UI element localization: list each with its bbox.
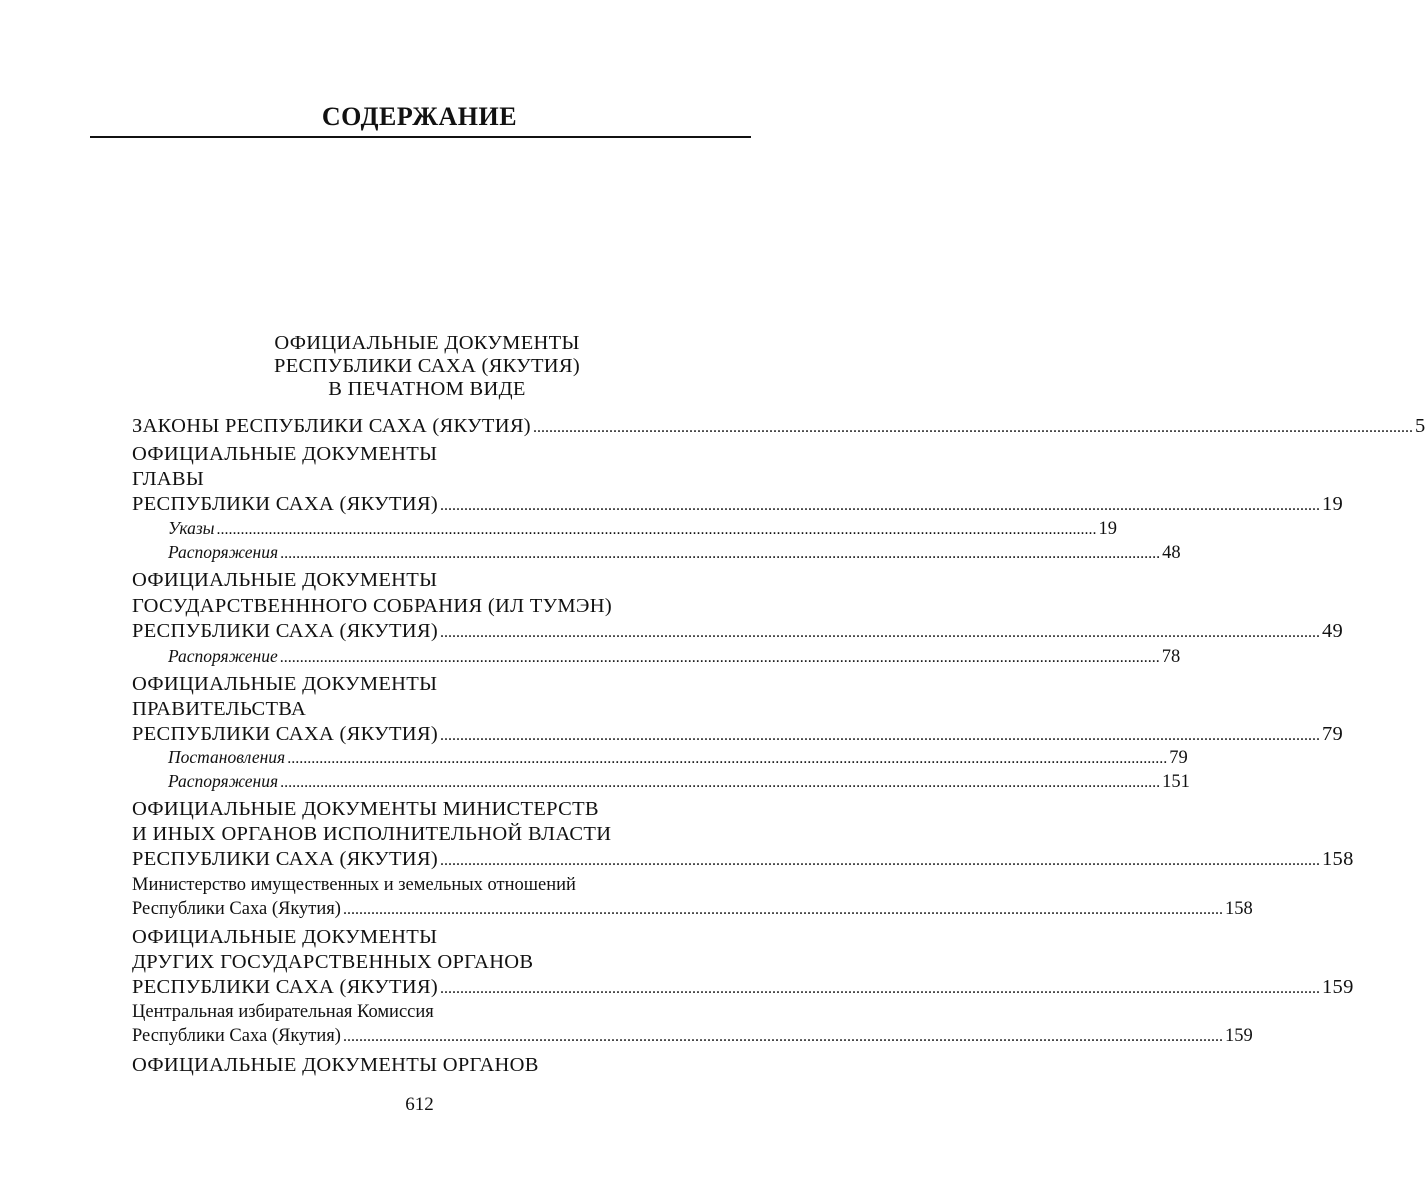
toc-page-number: 5 xyxy=(1414,415,1426,437)
dot-leader: ............................................................................................................................................................................................................................ xyxy=(287,750,1168,767)
toc-heading-line: ГОСУДАРСТВЕНННОГО СОБРАНИЯ (ИЛ ТУМЭН) xyxy=(132,595,612,617)
toc-heading-line: ОФИЦИАЛЬНЫЕ ДОКУМЕНТЫ xyxy=(132,926,438,948)
toc-heading-line: ОФИЦИАЛЬНЫЕ ДОКУМЕНТЫ xyxy=(132,569,438,591)
toc-subentry-orders[interactable] xyxy=(132,540,1181,565)
toc-subentry-resolutions[interactable] xyxy=(132,745,1188,770)
toc-page-number: 19 xyxy=(1098,519,1118,539)
page-title: СОДЕРЖАНИЕ xyxy=(321,102,518,131)
toc-heading-line: ОФИЦИАЛЬНЫЕ ДОКУМЕНТЫ МИНИСТЕРСТВ xyxy=(132,798,599,820)
dot-leader: ............................................................................................................................................................................................................................ xyxy=(280,774,1161,791)
toc-heading-line: ДРУГИХ ГОСУДАРСТВЕННЫХ ОРГАНОВ xyxy=(132,951,534,973)
toc-page-number: 48 xyxy=(1162,543,1181,563)
toc-subentry-label: Распоряжения xyxy=(168,771,279,791)
dot-leader: ............................................................................................................................................................................................................................ xyxy=(532,419,1413,436)
page-number: 612 xyxy=(405,1094,434,1115)
section-heading-line: В ПЕЧАТНОМ ВИДЕ xyxy=(328,378,526,400)
toc-page-number: 79 xyxy=(1169,748,1188,768)
dot-leader: ............................................................................................................................................................................................................................ xyxy=(280,545,1161,562)
toc-subentry-label: Республики Саха (Якутия) xyxy=(132,899,341,919)
toc-entry-ministries[interactable] xyxy=(132,847,1354,872)
toc-entry-label: ЗАКОНЫ РЕСПУБЛИКИ САХА (ЯКУТИЯ) xyxy=(132,415,531,437)
toc-page-number: 151 xyxy=(1162,772,1190,792)
toc-subentry-ministry[interactable] xyxy=(132,897,1253,922)
toc-page-number: 78 xyxy=(1161,647,1181,667)
toc-heading-line: ОФИЦИАЛЬНЫЕ ДОКУМЕНТЫ xyxy=(132,443,438,465)
toc-entry-assembly[interactable] xyxy=(132,619,1344,644)
section-heading-line: РЕСПУБЛИКИ САХА (ЯКУТИЯ) xyxy=(274,355,580,377)
toc-heading-line: ПРАВИТЕЛЬСТВА xyxy=(132,698,307,720)
toc-page-number: 49 xyxy=(1321,620,1344,642)
toc-subentry-label: Распоряжения xyxy=(168,542,279,562)
toc-page-number: 158 xyxy=(1224,899,1253,919)
toc-entry-label: РЕСПУБЛИКИ САХА (ЯКУТИЯ) xyxy=(132,848,438,870)
toc-page-number: 19 xyxy=(1321,493,1344,515)
toc-subentry-label: Указы xyxy=(168,518,215,538)
toc-entry-label: РЕСПУБЛИКИ САХА (ЯКУТИЯ) xyxy=(132,723,438,745)
toc-heading-line: ГЛАВЫ xyxy=(132,468,205,490)
toc-subentry-commission[interactable] xyxy=(132,1024,1253,1049)
section-heading-line: ОФИЦИАЛЬНЫЕ ДОКУМЕНТЫ xyxy=(274,332,580,354)
toc-subentry-label: Постановления xyxy=(168,747,286,767)
toc-subentry-order[interactable] xyxy=(132,644,1181,669)
dot-leader: ............................................................................................................................................................................................................................ xyxy=(342,901,1223,918)
toc-entry-head[interactable] xyxy=(132,492,1344,517)
toc-heading-line: И ИНЫХ ОРГАНОВ ИСПОЛНИТЕЛЬНОЙ ВЛАСТИ xyxy=(132,823,612,845)
toc-page-number: 159 xyxy=(1321,976,1354,998)
toc-subentry-label: Республики Саха (Якутия) xyxy=(132,1026,341,1046)
toc-subentry-line: Министерство имущественных и земельных отношений xyxy=(132,875,576,895)
title-underline xyxy=(90,136,751,138)
section-heading xyxy=(132,332,722,401)
dot-leader: ............................................................................................................................................................................................................................ xyxy=(439,852,1320,869)
toc-subentry-line: Центральная избирательная Комиссия xyxy=(132,1002,434,1022)
toc-page-number: 159 xyxy=(1224,1026,1253,1046)
dot-leader: ............................................................................................................................................................................................................................ xyxy=(439,727,1320,744)
toc-entry-label: РЕСПУБЛИКИ САХА (ЯКУТИЯ) xyxy=(132,493,438,515)
toc-entry-label: РЕСПУБЛИКИ САХА (ЯКУТИЯ) xyxy=(132,976,438,998)
toc-heading-line: ОФИЦИАЛЬНЫЕ ДОКУМЕНТЫ xyxy=(132,673,438,695)
toc-subentry-label: Распоряжение xyxy=(168,646,278,666)
toc-entry-other-bodies[interactable] xyxy=(132,975,1354,1000)
dot-leader: ............................................................................................................................................................................................................................ xyxy=(279,649,1160,666)
toc-entry-laws[interactable] xyxy=(132,414,1426,439)
dot-leader: ............................................................................................................................................................................................................................ xyxy=(342,1028,1223,1045)
toc-entry-government[interactable] xyxy=(132,722,1344,747)
dot-leader: ............................................................................................................................................................................................................................ xyxy=(439,624,1320,641)
dot-leader: ............................................................................................................................................................................................................................ xyxy=(439,980,1320,997)
toc-page-number: 79 xyxy=(1321,723,1344,745)
toc-subentry-decrees[interactable] xyxy=(132,516,1118,541)
dot-leader: ............................................................................................................................................................................................................................ xyxy=(216,521,1097,538)
toc-page-number: 158 xyxy=(1321,848,1354,870)
toc-entry-label: РЕСПУБЛИКИ САХА (ЯКУТИЯ) xyxy=(132,620,438,642)
toc-subentry-orders[interactable] xyxy=(132,769,1190,794)
toc-heading-line: ОФИЦИАЛЬНЫЕ ДОКУМЕНТЫ ОРГАНОВ xyxy=(132,1054,539,1076)
dot-leader: ............................................................................................................................................................................................................................ xyxy=(439,497,1320,514)
